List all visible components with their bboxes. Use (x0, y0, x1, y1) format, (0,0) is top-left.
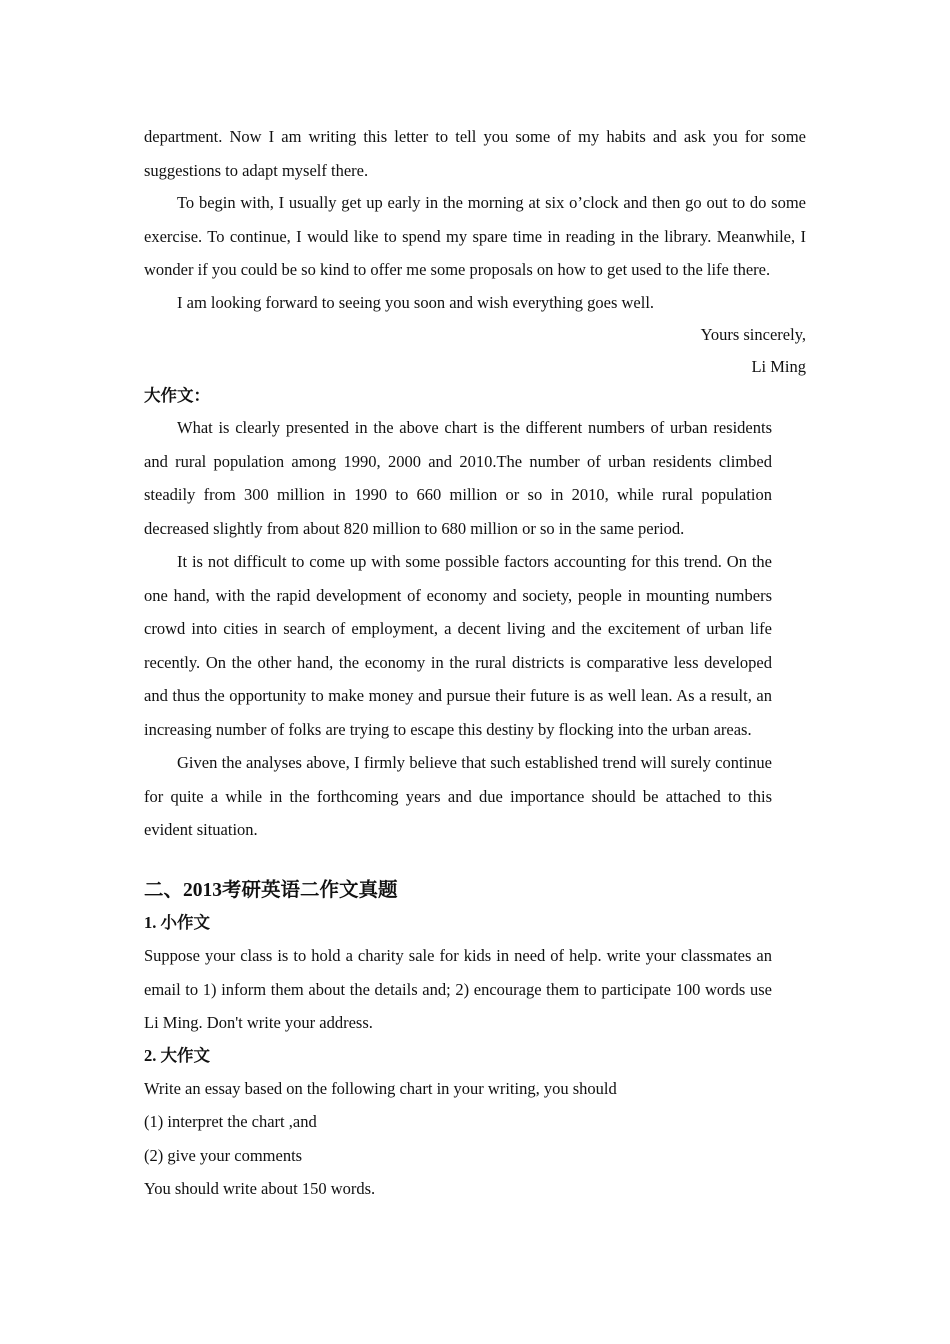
small-essay-heading: 1. 小作文 (144, 913, 210, 932)
section-title: 二、2013考研英语二作文真题 (144, 880, 398, 901)
letter-paragraph-habits: To begin with, I usually get up early in the morning at six o’clock and then go out to do some exercise. To continue, I would like to spend my spare time in reading in the library. Meanwhile, I wonder if you could be so kind to offer me some proposals on how to get used to the life there. (144, 193, 806, 279)
letter-paragraph-continued: department. Now I am writing this letter to tell you some of my habits and ask you for some suggestions to adapt myself there. (144, 127, 806, 180)
essay-paragraph-3: Given the analyses above, I firmly believe that such established trend will surely continue for quite a while in the forthcoming years and due importance should be attached to this evident situation. (144, 753, 772, 839)
small-essay-prompt: Suppose your class is to hold a charity sale for kids in need of help. write your classmates an email to 1) inform them about the details and; 2) encourage them to participate 100 words use Li Ming. Don't write your address. (144, 946, 772, 1032)
big-essay-word-count: You should write about 150 words. (144, 1179, 376, 1198)
big-essay-requirement-2: (2) give your comments (144, 1145, 303, 1165)
essay-paragraph-1: What is clearly presented in the above chart is the different numbers of urban residents and rural population among 1990, 2000 and 2010.The number of urban residents climbed steadily from 300 million in 1990 to 660 million or so in 2010, while rural population decreased slightly from about 820 million to 680 million or so in the same period. (144, 418, 772, 538)
section-2013 (144, 875, 806, 1206)
big-essay-heading: 2. 大作文 (144, 1045, 210, 1065)
big-essay-requirement-1: (1) interpret the chart ,and (144, 1112, 317, 1131)
essay-label: 大作文： (144, 386, 210, 405)
letter-block (144, 120, 806, 383)
big-essay-instruction: Write an essay based on the following chart in your writing, you should (144, 1078, 617, 1098)
essay-paragraph-2: It is not difficult to come up with some possible factors accounting for this trend. On the one hand, with the rapid development of economy and society, people in mounting numbers crowd into cities in search of employment, a decent living and the excitement of urban life recently. On the other hand, the economy in the rural districts is comparative less developed and thus the opportunity to make money and pursue their future is as well lean. As a result, an increasing number of folks are trying to escape this destiny by flocking into the urban areas. (144, 552, 772, 739)
essay-block (144, 380, 806, 847)
letter-signature: Li Ming (751, 356, 806, 376)
letter-paragraph-closing: I am looking forward to seeing you soon and wish everything goes well. (177, 292, 655, 312)
letter-closing: Yours sincerely, (700, 325, 806, 344)
